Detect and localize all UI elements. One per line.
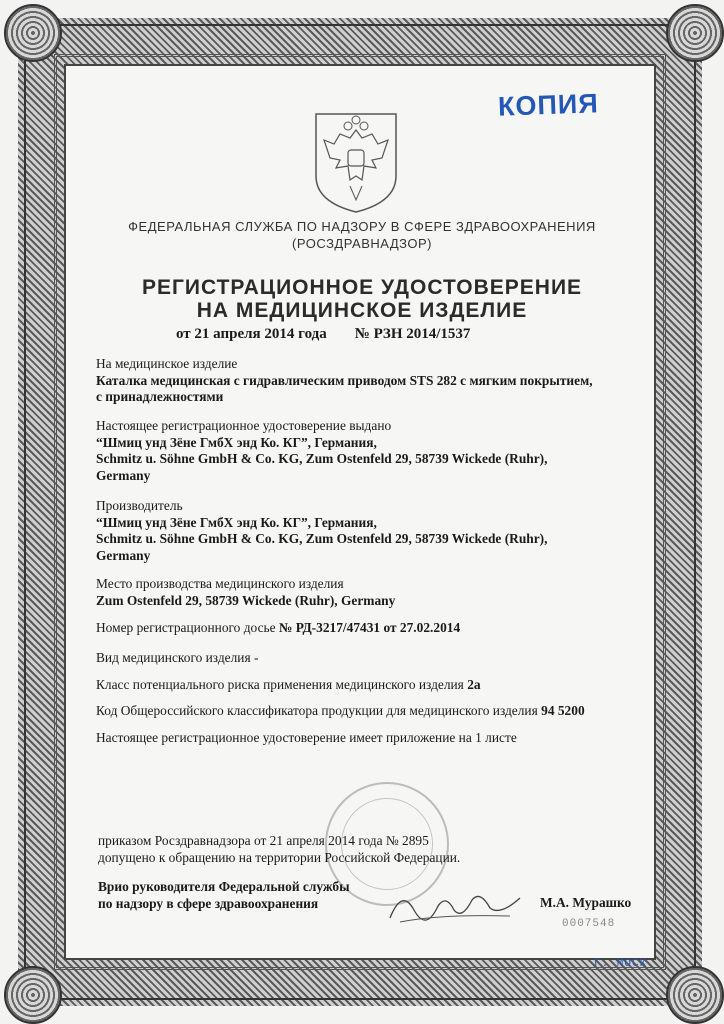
okp-code-line: [96, 703, 636, 720]
manufacturer-ru: “Шмиц унд Зёне ГмбХ энд Ко. КГ”, Германия,: [96, 514, 377, 530]
device-name: Каталка медицинская с гидравлическим приводом STS 282 с мягким покрытием,: [96, 372, 593, 388]
date-number-line: [176, 326, 470, 343]
manufacturer-country: Germany: [96, 547, 151, 563]
issued-label: Настоящее регистрационное удостоверение выдано: [96, 418, 392, 433]
city-stamp: Г. МОСК.: [594, 958, 655, 970]
serial-number: 0007548: [562, 918, 616, 930]
issued-to-ru: “Шмиц унд Зёне ГмбХ энд Ко. КГ”, Германия,: [96, 434, 377, 450]
okp-code-label: Код Общероссийского классификатора продукции для медицинского изделия: [96, 703, 538, 718]
issue-date: от 21 апреля 2014 года: [176, 326, 327, 342]
dossier-value: № РД-3217/47431 от 27.02.2014: [278, 620, 461, 635]
signer-name: М.А. Мурашко: [540, 895, 632, 910]
manufacturer-section: [96, 498, 636, 564]
appendix-line: [96, 730, 636, 747]
production-place-section: [96, 576, 636, 609]
document-title: РЕГИСТРАЦИОННОЕ УДОСТОВЕРЕНИЕ: [141, 276, 583, 299]
document-subtitle: НА МЕДИЦИНСКОЕ ИЗДЕЛИЕ: [196, 299, 528, 322]
issued-to-country: Germany: [96, 467, 151, 483]
manufacturer-en: Schmitz u. Söhne GmbH & Co. KG, Zum Ostenfeld 29, 58739 Wickede (Ruhr),: [96, 531, 548, 546]
signer-title-line: по надзору в сфере здравоохранения: [98, 896, 319, 911]
device-section: [96, 356, 636, 406]
dossier-line: [96, 620, 636, 637]
okp-code-value: 94 5200: [541, 703, 585, 718]
corner-ornament: [4, 966, 62, 1024]
registration-number: № РЗН 2014/1537: [354, 326, 471, 342]
copy-stamp: КОПИЯ: [497, 88, 600, 122]
order-text: [98, 832, 460, 866]
manufacturer-label: Производитель: [96, 498, 183, 513]
order-line: приказом Росздравнадзора от 21 апреля 2014 года № 2895: [98, 833, 429, 848]
agency-abbrev: (РОСЗДРАВНАДЗОР): [292, 236, 432, 251]
signer-title: [98, 878, 350, 912]
appendix-text: Настоящее регистрационное удостоверение имеет приложение на 1 листе: [96, 730, 517, 745]
corner-ornament: [4, 4, 62, 62]
russian-coat-of-arms-icon: [310, 110, 402, 214]
device-kind-line: [96, 650, 636, 667]
handwritten-signature: [380, 880, 530, 930]
risk-class-line: [96, 677, 636, 694]
signer-title-line: Врио руководителя Федеральной службы: [98, 879, 350, 894]
device-name-cont: с принадлежностями: [96, 389, 224, 404]
dossier-label: Номер регистрационного досье: [96, 620, 276, 635]
risk-class-label: Класс потенциального риска применения медицинского изделия: [96, 677, 464, 692]
order-line: допущено к обращению на территории Российской Федерации.: [98, 850, 461, 865]
risk-class-value: 2а: [467, 677, 481, 692]
issued-section: [96, 418, 636, 484]
corner-ornament: [666, 966, 724, 1024]
production-place-value: Zum Ostenfeld 29, 58739 Wickede (Ruhr), Germany: [96, 592, 396, 608]
production-place-label: Место производства медицинского изделия: [96, 576, 344, 591]
device-label: На медицинское изделие: [96, 356, 238, 371]
agency-name: ФЕДЕРАЛЬНАЯ СЛУЖБА ПО НАДЗОРУ В СФЕРЕ ЗДРАВООХРАНЕНИЯ: [128, 219, 596, 234]
corner-ornament: [666, 4, 724, 62]
issued-to-en: Schmitz u. Söhne GmbH & Co. KG, Zum Ostenfeld 29, 58739 Wickede (Ruhr),: [96, 451, 548, 466]
device-kind-label: Вид медицинского изделия -: [96, 650, 259, 665]
